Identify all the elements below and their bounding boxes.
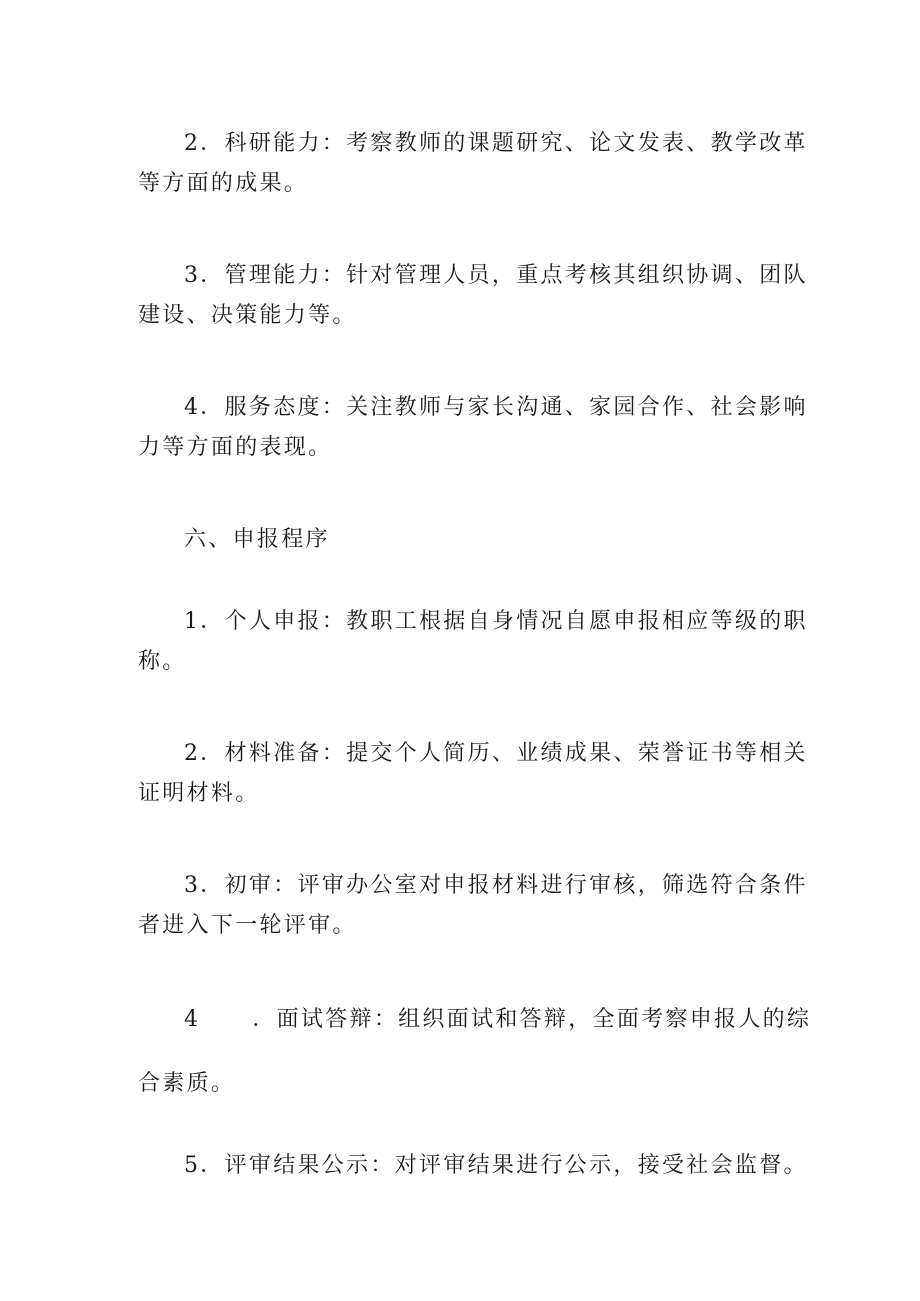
paragraph-line: 者进入下一轮评审。 [138, 913, 357, 938]
paragraph-line: 2．材料准备：提交个人简历、业绩成果、荣誉证书等相关 [184, 741, 808, 766]
item-number: 4 [184, 1007, 201, 1032]
paragraph-line: 称。 [138, 649, 187, 674]
paragraph-personal-application [138, 602, 808, 682]
paragraph-material-preparation [138, 734, 808, 814]
paragraph-result-publicity [138, 1146, 808, 1186]
paragraph-line: 5．评审结果公示：对评审结果进行公示，接受社会监督。 [184, 1153, 808, 1178]
paragraph-line: 等方面的成果。 [138, 171, 309, 196]
paragraph-line: 4．服务态度：关注教师与家长沟通、家园合作、社会影响 [184, 395, 808, 420]
paragraph-line: 1．个人申报：教职工根据自身情况自愿申报相应等级的职 [184, 609, 808, 634]
paragraph-service-attitude [138, 388, 808, 468]
paragraph-line: 3．初审：评审办公室对申报材料进行审核，筛选符合条件 [184, 873, 808, 898]
paragraph-research-ability [138, 124, 808, 204]
paragraph-line: 力等方面的表现。 [138, 435, 333, 460]
paragraph-line: 2．科研能力：考察教师的课题研究、论文发表、教学改革 [184, 131, 808, 156]
paragraph-line: 证明材料。 [138, 781, 260, 806]
paragraph-line: 合素质。 [138, 1071, 236, 1096]
paragraph-interview-defense [138, 998, 812, 1106]
paragraph-line [138, 998, 812, 1042]
item-text: ．面试答辩：组织面试和答辩，全面考察申报人的综 [252, 1007, 812, 1032]
section-heading: 六、申报程序 [184, 527, 330, 552]
paragraph-line: 3．管理能力：针对管理人员，重点考核其组织协调、团队 [184, 263, 808, 288]
paragraph-management-ability [138, 256, 808, 336]
paragraph-preliminary-review [138, 866, 808, 946]
paragraph-line: 建设、决策能力等。 [138, 303, 357, 328]
